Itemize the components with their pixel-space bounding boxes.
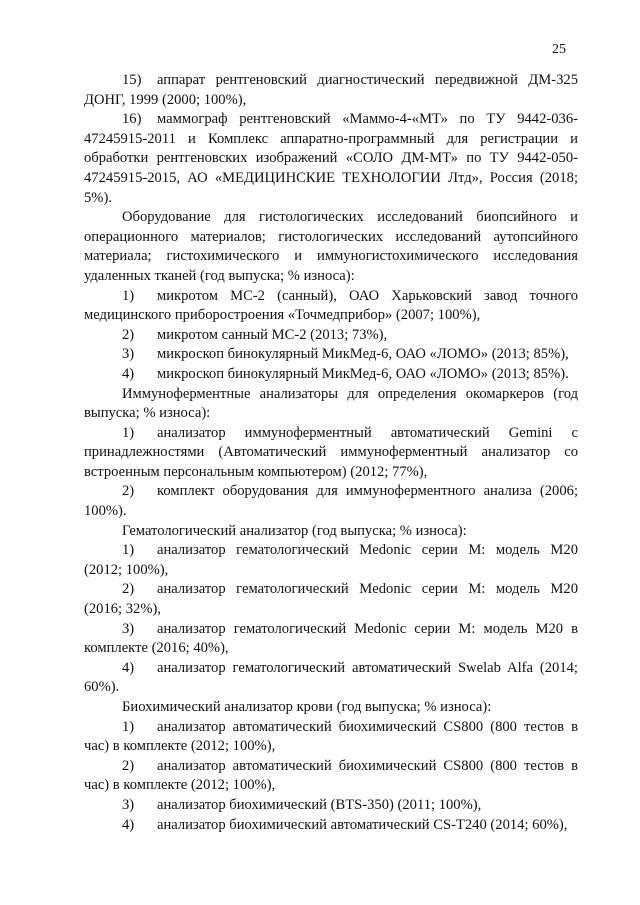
list-item-number: 3) <box>122 620 135 637</box>
list-item-number: 2) <box>122 483 135 500</box>
list-item-text: микроскоп бинокулярный МикМед-6, ОАО «ЛОМО» (2013; 85%). <box>157 365 569 382</box>
list-item-text: анализатор автоматический биохимический CS800 (800 тестов в час) в комплекте (2012; 100%), <box>84 718 578 755</box>
list-item <box>84 424 578 483</box>
list-item-text: анализатор биохимический (BTS-350) (2011; 100%), <box>157 796 482 813</box>
list-item-text: микротом санный МС-2 (2013; 73%), <box>157 326 388 343</box>
list-item-number: 2) <box>122 326 135 343</box>
list-item-text: анализатор гематологический Medonic серии M: модель M20 (2012; 100%), <box>84 542 578 578</box>
list-item-number: 2) <box>122 757 135 774</box>
list-item-number: 4) <box>122 659 135 676</box>
list-item <box>84 287 578 326</box>
list-item <box>84 718 578 757</box>
list-item-text: комплект оборудования для иммуноферментного анализа (2006; 100%). <box>84 483 578 520</box>
list-item <box>84 659 578 698</box>
section-heading-paragraph <box>84 208 578 286</box>
list-item <box>84 757 578 796</box>
list-item-number: 1) <box>122 424 135 441</box>
list-item-number: 1) <box>122 718 135 735</box>
list-item-text: анализатор гематологический автоматический Swelab Alfa (2014; 60%). <box>84 659 578 696</box>
paragraph-text: Биохимический анализатор крови (год выпуска; % износа): <box>122 699 492 715</box>
page-number: 25 <box>552 42 566 57</box>
list-item-number: 4) <box>122 816 135 833</box>
list-item-text: анализатор автоматический биохимический CS800 (800 тестов в час) в комплекте (2012; 100%), <box>84 757 578 794</box>
list-item <box>84 541 578 580</box>
paragraph-text: Иммуноферментные анализаторы для определения окомаркеров (год выпуска; % износа): <box>84 385 578 422</box>
list-item <box>84 110 578 208</box>
list-item <box>84 71 578 110</box>
list-item-number: 16) <box>122 111 142 128</box>
paragraph-text: Гематологический анализатор (год выпуска; % износа): <box>122 522 467 539</box>
list-item-number: 1) <box>122 542 135 559</box>
list-item-number: 4) <box>122 365 135 382</box>
list-item-text: аппарат рентгеновский диагностический передвижной ДМ-325 ДОНГ, 1999 (2000; 100%), <box>84 72 578 108</box>
list-item-text: микротом МС-2 (санный), ОАО Харьковский завод точного медицинского приборостроения «Точмедприбор» (2007; 100%), <box>84 287 578 324</box>
list-item <box>84 580 578 619</box>
list-item <box>84 796 578 816</box>
list-item-text: анализатор гематологический Medonic серии M: модель M20 в комплекте (2016; 40%), <box>84 620 578 657</box>
document-body <box>84 71 578 835</box>
list-item <box>84 345 578 365</box>
list-item-number: 3) <box>122 796 135 813</box>
list-item-text: маммограф рентгеновский «Маммо-4-«МТ» по ТУ 9442-036-47245915-2011 и Комплекс аппаратно-программный для регистрации и обработки рентгеновских изображений «СОЛО ДМ-МТ» по ТУ 9442-050-47245915-2015, АО «МЕДИЦИНСКИЕ ТЕХНОЛОГИИ Лтд», Россия (2018; 5%). <box>84 111 578 206</box>
section-heading-paragraph <box>84 385 578 424</box>
list-item <box>84 365 578 385</box>
list-item-text: анализатор гематологический Medonic серии M: модель M20 (2016; 32%), <box>84 581 578 618</box>
section-heading-paragraph <box>84 698 578 718</box>
list-item-number: 2) <box>122 581 135 598</box>
list-item-text: анализатор биохимический автоматический CS-T240 (2014; 60%), <box>157 816 568 833</box>
section-heading-paragraph <box>84 522 578 542</box>
list-item-text: микроскоп бинокулярный МикМед-6, ОАО «ЛОМО» (2013; 85%), <box>157 346 569 363</box>
list-item-number: 1) <box>122 287 135 304</box>
list-item <box>84 326 578 346</box>
list-item-number: 15) <box>122 72 142 88</box>
list-item <box>84 482 578 521</box>
list-item-text: анализатор иммуноферментный автоматический Gemini с принадлежностями (Автоматический иммуноферментный анализатор со встроенным персональным компьютером) (2012; 77%), <box>84 424 578 480</box>
list-item-number: 3) <box>122 346 135 363</box>
list-item <box>84 816 578 836</box>
list-item <box>84 620 578 659</box>
paragraph-text: Оборудование для гистологических исследований биопсийного и операционного материалов; гистологических исследований аутопсийного материала; гистохимического и иммуногистохимического исследования удаленных тканей (год выпуска; % износа): <box>84 209 578 284</box>
